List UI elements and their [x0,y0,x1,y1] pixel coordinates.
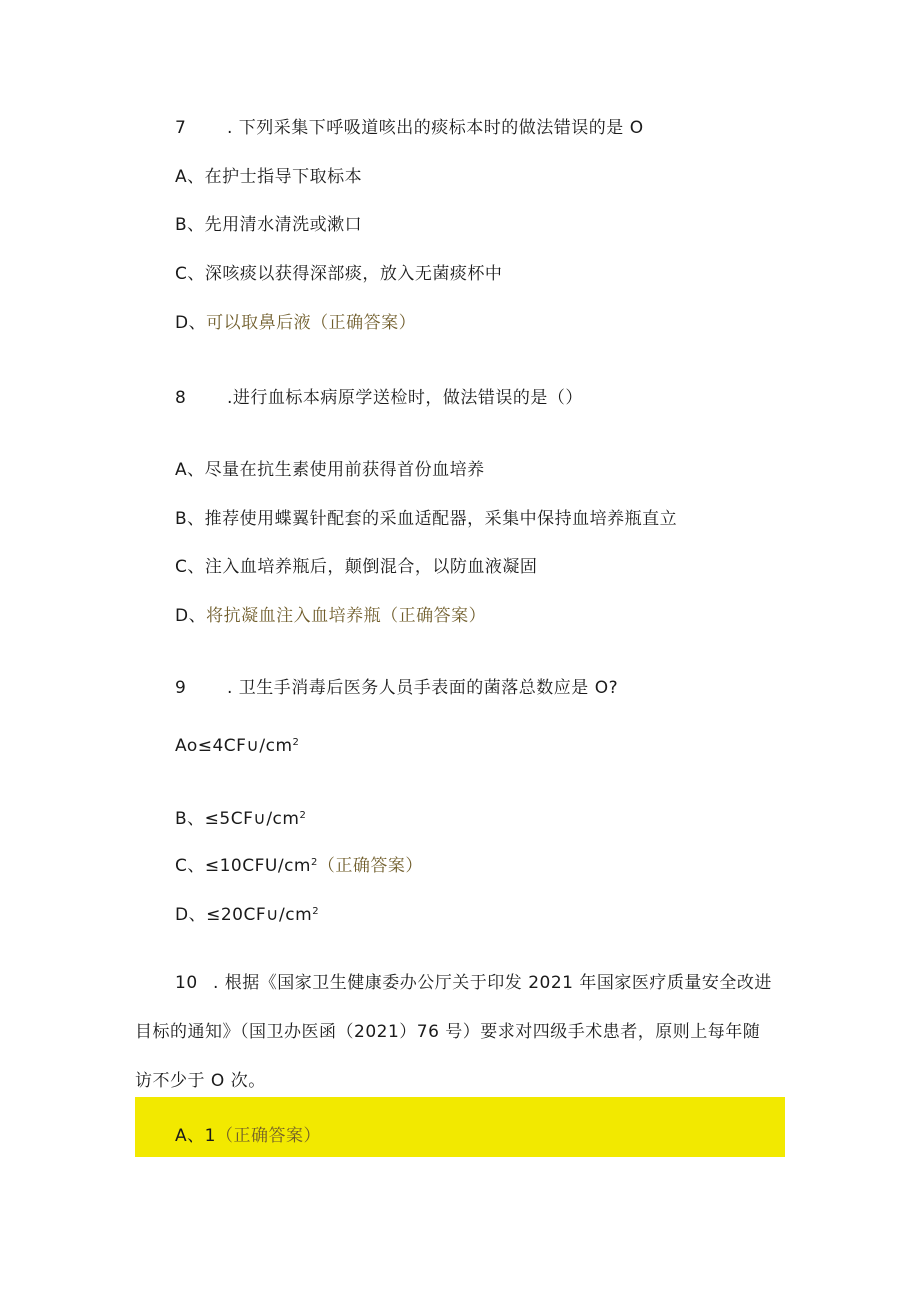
question-10-stem-line3: 访不少于 O 次。 [135,1071,266,1091]
question-9-stem [175,676,618,700]
question-10-stem-line2: 目标的通知》（国卫办医函（2021）76 号）要求对四级手术患者，原则上每年随 [135,1022,761,1042]
option-7b: B、先用清水清洗或漱口 [175,215,363,235]
option-9b: B、$\le 5CF\cup∕cm^2$ [175,809,307,829]
question-7-stem [175,116,644,140]
superscript: 2 [310,857,318,868]
option-8c: C、注入血培养瓶后，颠倒混合，以防血液凝固 [175,557,538,577]
option-7a: A、在护士指导下取标本 [175,167,363,187]
question-8-stem [175,386,583,410]
option-label: D、 [175,313,207,333]
correct-answer-text: （正确答案） [215,1126,321,1146]
option-label: D、 [175,606,207,626]
option-8a: A、尽量在抗生素使用前获得首份血培养 [175,460,485,480]
question-text: .进行血标本病原学送检时，做法错误的是（） [227,388,583,408]
correct-answer-text: 将抗凝血注入血培养瓶（正确答案） [206,606,487,626]
option-8d [175,604,486,628]
superscript: 2 [299,810,307,821]
question-number: 9 [175,678,187,698]
question-number: 7 [175,118,187,138]
question-text: . 下列采集下呼吸道咳出的痰标本时的做法错误的是 O [227,118,644,138]
correct-answer-text: （正确答案） [317,856,423,876]
question-number: 8 [175,388,187,408]
superscript: 2 [292,737,300,748]
option-9d: D、$\le 20CF\cup∕cm^2$ [175,905,320,925]
option-7d [175,311,416,335]
option-8b: B、推荐使用蝶翼针配套的采血适配器，采集中保持血培养瓶直立 [175,509,678,529]
option-9a: $Ao\le 4CF\cup∕cm^2$ [175,736,300,756]
question-text: . 根据《国家卫生健康委办公厅关于印发 2021 年国家医疗质量安全改进 [213,973,772,993]
option-9c: C、$\le 10CFU∕cm^2$（正确答案） [175,856,423,876]
question-text: . 卫生手消毒后医务人员手表面的菌落总数应是 O? [227,678,619,698]
question-number: 10 [175,973,198,993]
option-7c: C、深咳痰以获得深部痰，放入无菌痰杯中 [175,264,503,284]
question-10-stem-line1 [175,971,772,995]
correct-answer-text: 可以取鼻后液（正确答案） [206,313,417,333]
option-10a [175,1124,321,1148]
superscript: 2 [312,906,320,917]
option-label: A、1 [175,1126,216,1146]
